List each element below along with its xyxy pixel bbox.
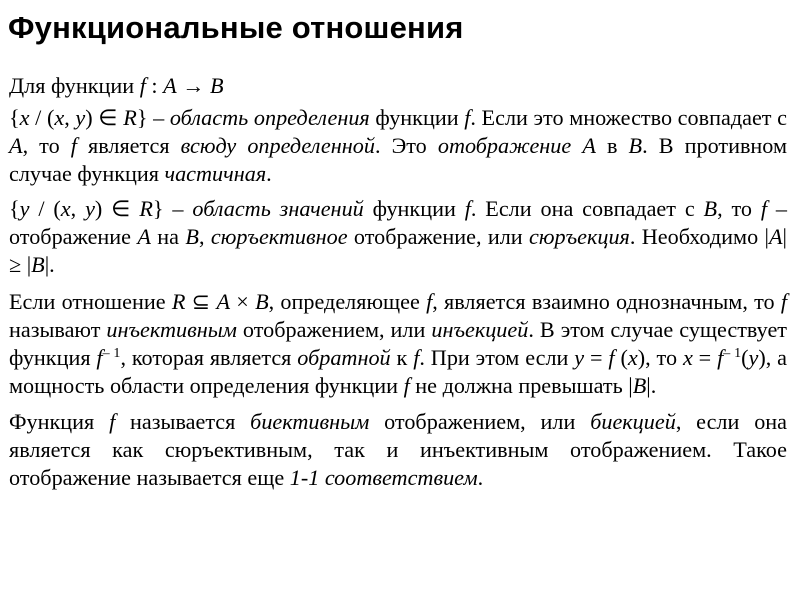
paragraph-range: {y / (x, y) ∈ R} – область значений функции f. Если она совпадает с B, то f – отображение A на B, сюръективное отображение, или сюръекция. Необходимо |A| ≥ |B|. [9,196,787,277]
term-one-to-one: 1-1 соответствием [289,465,478,490]
intro-line: Для функции f : A → B [9,73,224,98]
term-injective: инъективным [106,317,237,342]
term-injection: инъекцией [431,317,529,342]
term-bijection: биекцией [590,409,676,434]
term-partial: частичная [164,161,267,186]
paragraph-bijective: Функция f называется биективным отображением, или биекцией, если она является как сюръективным, так и инъективным отображением. Такое отображение называется еще 1-1 соответствием. [9,409,788,490]
page-title: Функциональные отношения [8,10,464,45]
term-total: всюду определенной [180,133,375,158]
term-mapping: отображение [437,133,572,158]
term-domain: область определения [169,105,370,130]
paragraph-injective: Если отношение R ⊆ A × B, определяющее f, является взаимно однозначным, то f называют инъективным отображением, или инъекцией. В этом случае существует функция $f^{- 1}$, которая является обратной к f. При этом если y = f (x), то $x = f^{- 1}(y)$, а мощность области определения функции f не должна превышать |B|. [9,289,788,398]
slide-body [9,72,787,492]
term-bijective: биективным [250,409,370,434]
term-surjection: сюръекция [529,224,630,249]
term-inverse: обратной [297,345,391,370]
term-surjective: сюръективное [210,224,348,249]
paragraph-domain: {x / (x, y) ∈ R} – область определения функции f. Если это множество совпадает с A, то f является всюду определенной. Это отображение A в B. В противном случае функция частичная. [9,105,788,186]
term-range: область значений [192,196,364,221]
